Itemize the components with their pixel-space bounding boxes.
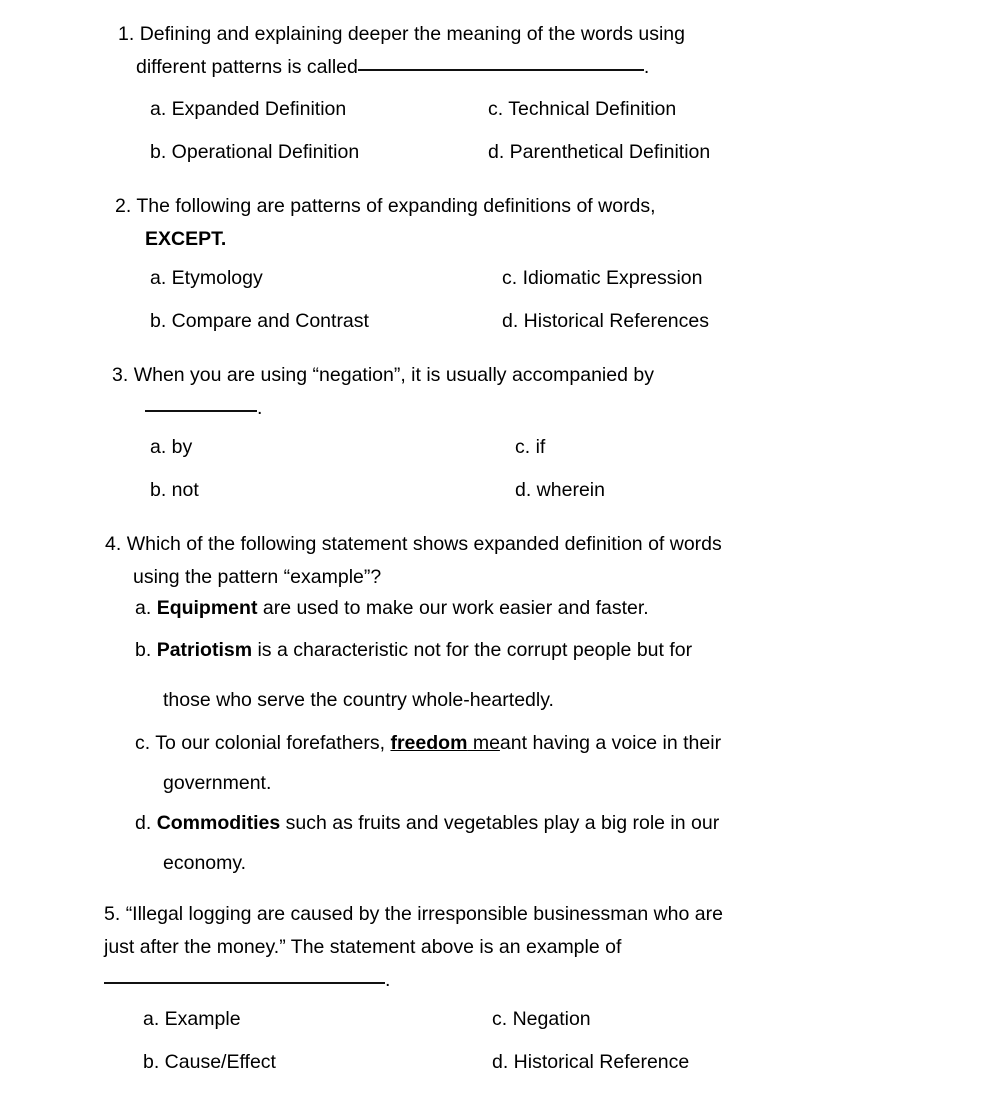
question-3-options (150, 431, 910, 517)
question-3-option-d[interactable]: d. wherein (515, 479, 605, 501)
question-4-number-and-line1 (105, 528, 905, 561)
question-1-number: 1. (118, 23, 135, 45)
question-1-stem-line2-text: different patterns is called (136, 56, 358, 78)
question-4-stem (105, 528, 905, 594)
question-3-answer-blank[interactable] (145, 410, 257, 412)
question-4-option-a-letter: a. (135, 597, 152, 619)
question-5-number: 5. (104, 903, 121, 925)
question-1-stem-line2-period: . (643, 56, 650, 78)
question-4-option-b[interactable] (135, 634, 915, 667)
question-5-stem-line3 (104, 964, 904, 997)
question-4-option-c-text: ant having a voice in their (499, 732, 722, 754)
question-2-option-b[interactable]: b. Compare and Contrast (150, 310, 369, 332)
question-3-stem-line1: When you are using “negation”, it is usually accompanied by (133, 364, 654, 386)
question-2-option-d[interactable]: d. Historical References (502, 310, 709, 332)
question-1-number-and-line1 (118, 18, 908, 51)
question-4-option-c-lead: To our colonial forefathers, (155, 732, 391, 754)
question-4-option-d-letter: d. (135, 812, 152, 834)
question-1-option-a[interactable]: a. Expanded Definition (150, 98, 347, 120)
question-2-stem-line1: The following are patterns of expanding definitions of words, (136, 195, 656, 217)
question-5-option-a[interactable]: a. Example (143, 1008, 241, 1030)
question-2-options-row-1 (150, 262, 910, 305)
question-3-option-b[interactable]: b. not (150, 479, 199, 501)
question-5-option-b[interactable]: b. Cause/Effect (143, 1051, 276, 1073)
question-4-number: 4. (105, 533, 122, 555)
question-2-options-row-2 (150, 305, 910, 348)
question-3-option-a[interactable]: a. by (150, 436, 193, 458)
question-3-stem-line2-period: . (257, 397, 263, 419)
question-3-stem-line2 (112, 392, 902, 425)
question-4-option-b-continuation: those who serve the country whole-heartedly. (163, 689, 554, 711)
question-1-option-b[interactable]: b. Operational Definition (150, 141, 360, 163)
question-3-options-row-1 (150, 431, 910, 474)
question-4-stem-line2: using the pattern “example”? (133, 566, 382, 588)
question-5-stem-line1: “Illegal logging are caused by the irresponsible businessman who are (125, 903, 723, 925)
question-1-answer-blank[interactable] (358, 69, 644, 71)
question-1-options-row-1 (150, 93, 910, 136)
question-5-stem-line2: just after the money.” The statement above is an example of (104, 936, 622, 958)
question-2-option-a[interactable]: a. Etymology (150, 267, 263, 289)
question-2-stem (115, 190, 905, 256)
question-4-option-d-keyword: Commodities (156, 812, 281, 834)
question-1-stem-line1: Defining and explaining deeper the meaning of the words using (139, 23, 685, 45)
question-4-option-c-keyword: freedom (390, 732, 468, 754)
question-4-option-d-text: such as fruits and vegetables play a big role in our (280, 812, 720, 834)
question-5-number-and-line1 (104, 898, 904, 931)
question-5-option-c[interactable]: c. Negation (492, 1008, 591, 1030)
question-5-stem-line3-period: . (385, 969, 391, 991)
question-4-option-a-text: are used to make our work easier and faster. (257, 597, 649, 619)
question-5-options-row-2 (143, 1046, 903, 1089)
question-4-option-c-underline-tail: me (467, 732, 500, 754)
question-5-option-d[interactable]: d. Historical Reference (492, 1051, 690, 1073)
question-4-option-b-letter: b. (135, 639, 152, 661)
question-4-option-d[interactable] (135, 807, 925, 840)
question-1-option-c[interactable]: c. Technical Definition (488, 98, 677, 120)
question-2-option-c[interactable]: c. Idiomatic Expression (502, 267, 703, 289)
question-3-number-and-line1 (112, 359, 902, 392)
question-1-options (150, 93, 910, 179)
question-3-number: 3. (112, 364, 129, 386)
question-2-number-and-line1 (115, 190, 905, 223)
question-3-options-row-2 (150, 474, 910, 517)
question-1-options-row-2 (150, 136, 910, 179)
question-5-answer-blank[interactable] (104, 982, 385, 984)
question-2-stem-line2-except: EXCEPT. (145, 228, 227, 250)
question-4-option-c[interactable] (135, 727, 925, 760)
question-4-option-a[interactable] (135, 592, 915, 625)
question-4-option-c-continuation: government. (163, 772, 272, 794)
question-3-stem (112, 359, 902, 425)
question-4-option-d-continuation: economy. (163, 852, 247, 874)
question-4-option-b-text: is a characteristic not for the corrupt people but for (252, 639, 693, 661)
question-2-options (150, 262, 910, 348)
question-4-stem-line1: Which of the following statement shows expanded definition of words (126, 533, 722, 555)
question-1-stem (118, 18, 908, 84)
question-2-number: 2. (115, 195, 132, 217)
question-4-option-a-keyword: Equipment (156, 597, 258, 619)
question-5-options-row-1 (143, 1003, 903, 1046)
question-1-option-d[interactable]: d. Parenthetical Definition (488, 141, 711, 163)
question-4-option-c-letter: c. (135, 732, 151, 754)
question-5-stem (104, 898, 904, 997)
question-1-stem-line2 (118, 51, 908, 84)
question-3-option-c[interactable]: c. if (515, 436, 546, 458)
question-4-option-b-keyword: Patriotism (156, 639, 253, 661)
question-5-options (143, 1003, 903, 1089)
